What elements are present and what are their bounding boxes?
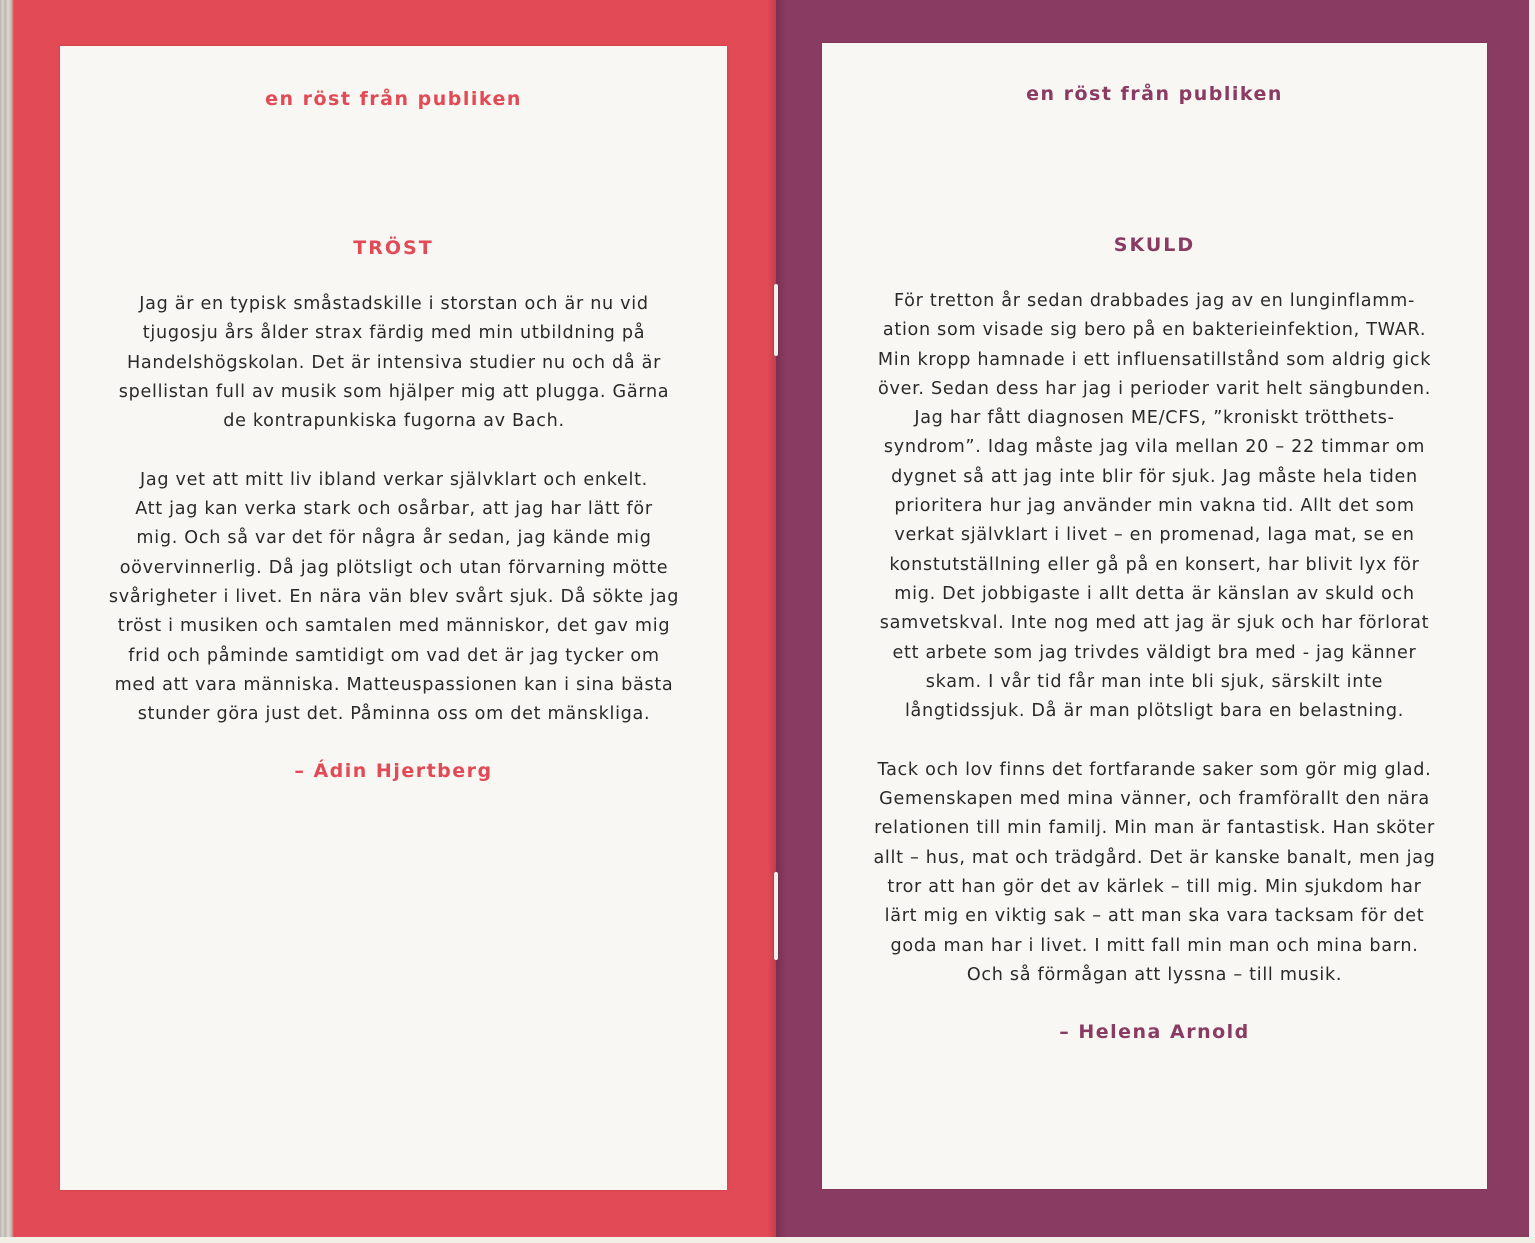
text-line: allt – hus, mat och trädgård. Det är kanske banalt, men jag <box>873 847 1436 868</box>
text-line: spellistan full av musik som hjälper mig att plugga. Gärna <box>118 381 670 402</box>
text-line: frid och påminde samtidigt om vad det är jag tycker om <box>128 645 660 666</box>
text-line: dygnet så att jag inte blir för sjuk. Jag måste hela tiden <box>891 466 1418 487</box>
right-page-signature: – Helena Arnold <box>1059 1021 1250 1043</box>
right-paragraph-2 <box>852 756 1457 990</box>
scan-edge-right <box>1529 0 1535 1243</box>
right-paragraph-1 <box>852 287 1457 726</box>
text-line: Att jag kan verka stark och osårbar, att jag har lätt för <box>135 499 653 520</box>
text-line: syndrom”. Idag måste jag vila mellan 20 – 22 timmar om <box>883 437 1426 458</box>
text-line: Jag vet att mitt liv ibland verkar självklart och enkelt. <box>140 469 648 490</box>
binding-stitch-bottom <box>774 872 778 960</box>
left-page-signature: – Ádin Hjertberg <box>294 760 493 782</box>
right-page-header: en röst från publiken <box>1026 83 1283 105</box>
text-line: verkat självklart i livet – en promenad, laga mat, se en <box>894 525 1415 546</box>
text-line: över. Sedan dess har jag i perioder varit helt sängbunden. <box>878 378 1431 399</box>
text-line: Jag har fått diagnosen ME/CFS, ”kroniskt trötthets- <box>914 408 1395 429</box>
text-line: svårigheter i livet. En nära vän blev svårt sjuk. Då sökte jag <box>108 586 680 607</box>
text-line: Gemenskapen med mina vänner, och framförallt den nära <box>879 789 1430 810</box>
left-paragraph-2 <box>94 466 694 730</box>
text-line: de kontrapunkiska fugorna av Bach. <box>223 411 565 432</box>
text-line: med att vara människa. Matteuspassionen kan i sina bästa <box>114 674 674 695</box>
text-line: stunder göra just det. Påminna oss om det mänskliga. <box>137 704 651 725</box>
text-line: ett arbete som jag trivdes väldigt bra med - jag känner <box>892 642 1417 663</box>
scan-edge-bottom <box>0 1237 1535 1243</box>
text-line: Tack och lov finns det fortfarande saker som gör mig glad. <box>877 759 1432 780</box>
text-line: lärt mig en viktig sak – att man ska vara tacksam för det <box>884 906 1425 927</box>
text-line: långtidssjuk. Då är man plötsligt bara en belastning. <box>904 701 1405 722</box>
text-line: För tretton år sedan drabbades jag av en lunginflamm- <box>893 291 1416 311</box>
text-line: mig. Det jobbigaste i allt detta är känslan av skuld och <box>894 583 1415 604</box>
book-gutter <box>768 0 786 1237</box>
text-line: prioritera hur jag använder min vakna tid. Allt det som <box>894 496 1415 517</box>
text-line: konstutställning eller gå på en konsert, har blivit lyx för <box>889 554 1420 575</box>
left-paragraph-1 <box>94 290 694 436</box>
right-page-body <box>852 287 1457 1019</box>
text-line: oövervinnerlig. Då jag plötsligt och utan förvarning mötte <box>119 557 669 578</box>
text-line: samvetskval. Inte nog med att jag är sjuk och har förlorat <box>879 613 1430 634</box>
text-line: mig. Och så var det för några år sedan, jag kände mig <box>136 528 652 549</box>
text-line: Min kropp hamnade i ett influensatillstånd som aldrig gick <box>877 349 1432 370</box>
left-text-card <box>60 46 727 1190</box>
right-page-title: SKULD <box>1113 234 1196 256</box>
text-line: skam. I vår tid får man inte bli sjuk, särskilt inte <box>925 671 1384 692</box>
page-stack-edge <box>0 0 14 1237</box>
left-page-header: en röst från publiken <box>265 88 522 110</box>
text-line: relationen till min familj. Min man är fantastisk. Han sköter <box>874 818 1435 839</box>
text-line: goda man har i livet. I mitt fall min man och mina barn. <box>890 935 1419 956</box>
right-text-card <box>822 43 1487 1189</box>
text-line: tjugosju års ålder strax färdig med min utbildning på <box>142 323 646 344</box>
text-line: ation som visade sig bero på en bakterieinfektion, TWAR. <box>882 320 1427 341</box>
text-line: Handelshögskolan. Det är intensiva studier nu och då är <box>126 352 662 373</box>
text-line: tror att han gör det av kärlek – till mig. Min sjukdom har <box>887 876 1422 897</box>
text-line: tröst i musiken och samtalen med människor, det gav mig <box>117 616 671 637</box>
left-page-body <box>94 290 694 759</box>
left-page-title: TRÖST <box>353 237 434 259</box>
text-line: Jag är en typisk småstadskille i storstan och är nu vid <box>139 294 649 314</box>
text-line: Och så förmågan att lyssna – till musik. <box>966 964 1343 985</box>
binding-stitch-top <box>774 284 778 356</box>
